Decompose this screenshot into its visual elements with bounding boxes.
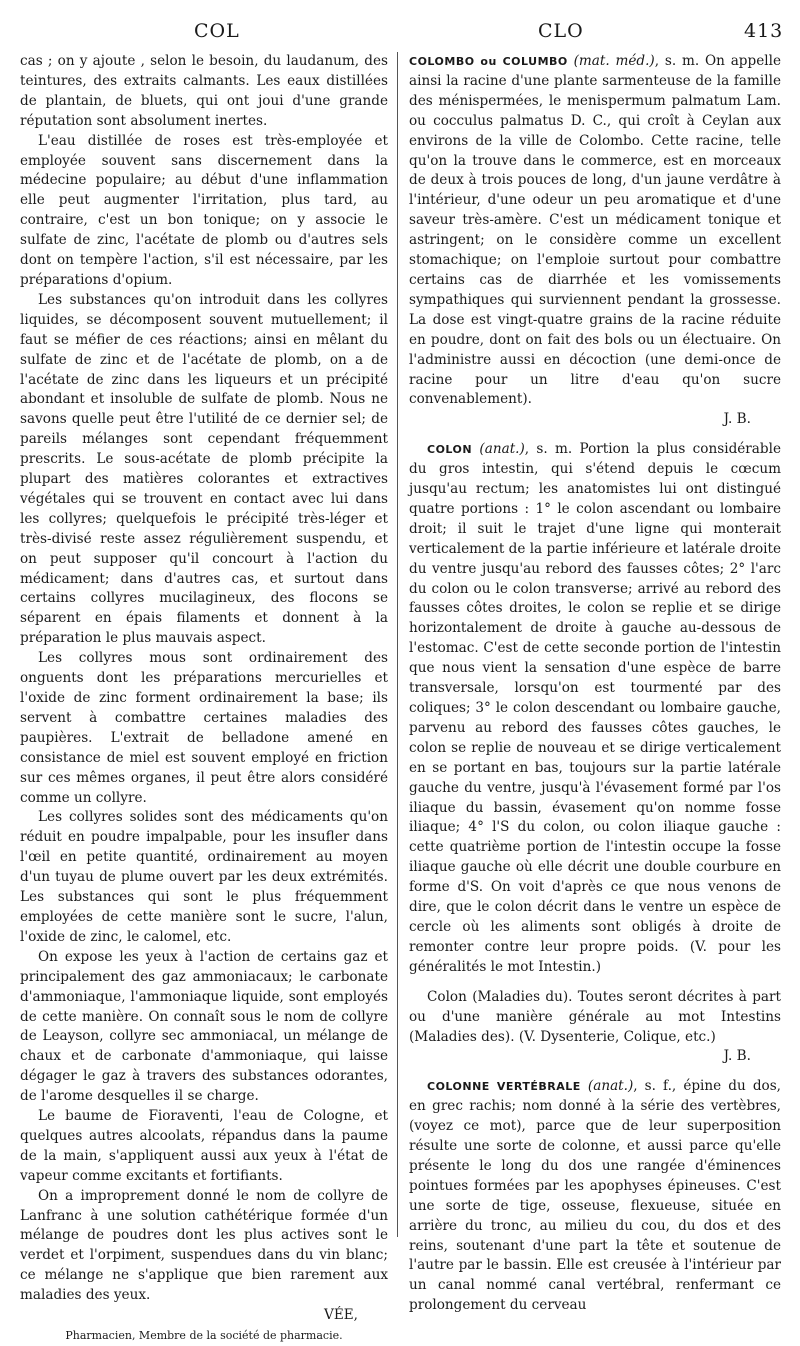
entry-signature: J. B.: [723, 1048, 751, 1065]
right-column: [409, 52, 781, 1316]
entry-headword: Colon: [427, 988, 467, 1005]
entry-body: épine du dos, en grec rachis; nom donné à la série des vertèbres, (voyez ce mot), parce que de leur superposition résulte une sorte de colonne, et aussi parce qu'elle présente le long du dos une rangée d'éminences pointues formées par les apophyses épineuses. C'est une sorte de tige, osseuse, flexueuse, située en arrière du tronc, au milieu du cou, du dos et des reins, soutenant d'une part la tête et soutenue de l'autre par le bassin. Elle est creusée à l'intérieur par un canal nommé canal vertébral, renfermant ce prolongement du cerveau: [409, 1078, 781, 1314]
entry-body: On appelle ainsi la racine d'une plante sarmenteuse de la famille des ménispermées, le menispermum palmatum Lam. ou cocculus palmatus D. C., qui croît à Ceylan aux environs de la ville de Colombo. Cette racine, telle qu'on la trouve dans le commerce, est en morceaux de deux à trois pouces de long, d'un jaune verdâtre à l'intérieur, d'une odeur un peu aromatique et d'une saveur très-amère. C'est un médicament tonique et astringent; on le considère comme un excellent stomachique; on l'emploie surtout pour combattre certains cas de diarrhée et les vomissements sympathiques qui surviennent pendant la grossesse. La dose est vingt-quatre grains de la racine réduite en poudre, dont on fait des bols ou un électuaire. On l'administre aussi en décoction (une demi-once de racine pour un litre d'eau qu'on sucre convenablement).: [409, 53, 781, 408]
left-column: [20, 52, 388, 1346]
entry-gender: , s. f.,: [633, 1078, 677, 1095]
entry-body: Portion la plus considérable du gros intestin, qui s'étend depuis le cœcum jusqu'au rectum; les anatomistes lui ont distingué quatre portions : 1° le colon ascendant ou lombaire droit; il suit le trajet d'une ligne qui monterait verticalement de la partie inférieure et latérale droite du ventre jusqu'au rebord des fausses côtes; 2° l'arc du colon ou le colon transverse; arrivé au rebord des fausses côtes droites, le colon se replie et se dirige horizontalement de droite à gauche au-dessous de l'estomac. C'est de cette seconde portion de l'intestin que nous vient la sensation d'une espèce de barre transversale, lorsqu'on est tourmenté par des coliques; 3° le colon descendant ou lombaire gauche, parvenu au rebord des fausses côtes gauches, le colon se replie de nouveau et se dirige verticalement en se portant en bas, toujours sur la partie latérale gauche du ventre, jusqu'à l'évasement formé par l'os iliaque du bassin, évasement qu'on nomme fosse iliaque; 4° l'S du colon, ou colon iliaque gauche : cette quatrième portion de l'intestin occupe la fosse iliaque gauche où elle décrit une double courbure en forme d'S. On voit d'après ce que nous venons de dire, que le colon décrit dans le ventre un espèce de cercle où les aliments sont obligés à droite de remonter contre leur propre poids. (V. pour les généralités le mot Intestin.): [409, 441, 782, 975]
entry-signature: J. B.: [723, 411, 751, 428]
author-signature: VÉE,: [324, 1307, 358, 1324]
author-affiliation: Pharmacien, Membre de la société de pharmacie.: [65, 1329, 343, 1342]
page-number: 413: [744, 20, 784, 42]
entry-headword: COLONNE VERTÉBRALE: [427, 1080, 581, 1094]
header-left-word: COL: [194, 20, 240, 42]
paragraph: L'eau distillée de roses est très-employée et employée souvent sans discernement dans la médecine populaire; au début d'une inflammation elle peut augmenter l'irritation, plus tard, au contraire, c'est un bon tonique; on y associe le sulfate de zinc, l'acétate de plomb ou d'autres sels dont on tempère l'action, s'il est nécessaire, par les préparations d'opium.: [20, 132, 388, 288]
paragraph: Le baume de Fioraventi, l'eau de Cologne, et quelques autres alcoolats, répandus dans la paume de la main, s'appliquent aussi aux yeux à l'état de vapeur comme excitants et fortifiants.: [20, 1108, 388, 1184]
paragraph: On expose les yeux à l'action de certains gaz et principalement des gaz ammoniacaux; le carbonate d'ammoniaque, l'ammoniaque liquide, sont employés de cette manière. On connaît sous le nom de collyre de Leayson, collyre sec ammoniacal, un mélange de chaux et de carbonate d'ammoniaque, qui laisse dégager le gaz à travers des substances odorantes, de l'arome desquelles il se charge.: [20, 948, 388, 1105]
entry-body: (Maladies du). Toutes seront décrites à part ou d'une manière générale au mot Intestins (Maladies des). (V. Dysenterie, Colique, etc.): [409, 988, 781, 1045]
entry-headword: COLOMBO ou COLUMBO: [409, 55, 568, 68]
entry-headword: COLON: [427, 443, 473, 457]
dictionary-entry: [409, 440, 781, 977]
entry-category: (mat. méd.): [573, 53, 655, 69]
header-center-word: CLO: [538, 20, 584, 42]
paragraph: On a improprement donné le nom de collyre de Lanfranc à une solution cathétérique formée d'un mélange de poudres dont les plus actives sont le verdet et l'orpiment, suspendues dans du vin blanc; ce mélange ne s'applique que bien rarement aux maladies des yeux.: [20, 1187, 388, 1304]
column-divider: [397, 52, 398, 1237]
dictionary-entry: [409, 1077, 781, 1316]
dictionary-entry: [409, 988, 781, 1068]
entry-category: (anat.): [479, 441, 525, 458]
paragraph: cas ; on y ajoute , selon le besoin, du laudanum, des teintures, des extraits calmants. Les eaux distillées de plantain, de bluets, qui ont joui d'une grande réputation sont absolument inertes.: [20, 53, 388, 129]
paragraph: Les collyres solides sont des médicaments qu'on réduit en poudre impalpable, pour les insufler dans l'œil en petite quantité, ordinairement au moyen d'un tuyau de plume ouvert par les deux extrémités. Les substances qui sont le plus fréquemment employées de cette manière sont le sucre, l'alun, l'oxide de zinc, le calomel, etc.: [20, 809, 388, 945]
dictionary-entry: [409, 52, 781, 430]
entry-gender: , s. m.: [654, 53, 700, 69]
entry-category: (anat.): [587, 1078, 634, 1095]
running-header: [0, 20, 800, 44]
paragraph: Les collyres mous sont ordinairement des onguents dont les préparations mercurielles et l'oxide de zinc forment ordinairement la base; ils servent à combattre certaines maladies des paupières. L'extrait de belladone amené en consistance de miel est souvent employé en friction sur ces mêmes organes, il peut être alors considéré comme un collyre.: [20, 650, 388, 806]
entry-gender: , s. m.: [524, 441, 573, 458]
paragraph: Les substances qu'on introduit dans les collyres liquides, se décomposent souvent mutuellement; il faut se méfier de ces réactions; ainsi en mêlant du sulfate de zinc et de l'acétate de plomb, on a de l'acétate de zinc dans les liqueurs et un précipité abondant et insoluble de sulfate de plomb. Nous ne savons quelle peut être l'utilité de ce dernier sel; de pareils mélanges sont cependant fréquemment prescrits. Le sous-acétate de plomb précipite la plupart des matières colorantes et extractives végétales qui se trouvent en contact avec lui dans les collyres; quelquefois le précipité très-léger et très-divisé reste assez régulièrement suspendu, et on peut supposer qu'il concourt à l'action du médicament; dans d'autres cas, et surtout dans certains collyres mucilagineux, des flocons se séparent en épais filaments et donnent à la préparation le plus mauvais aspect.: [20, 291, 388, 647]
